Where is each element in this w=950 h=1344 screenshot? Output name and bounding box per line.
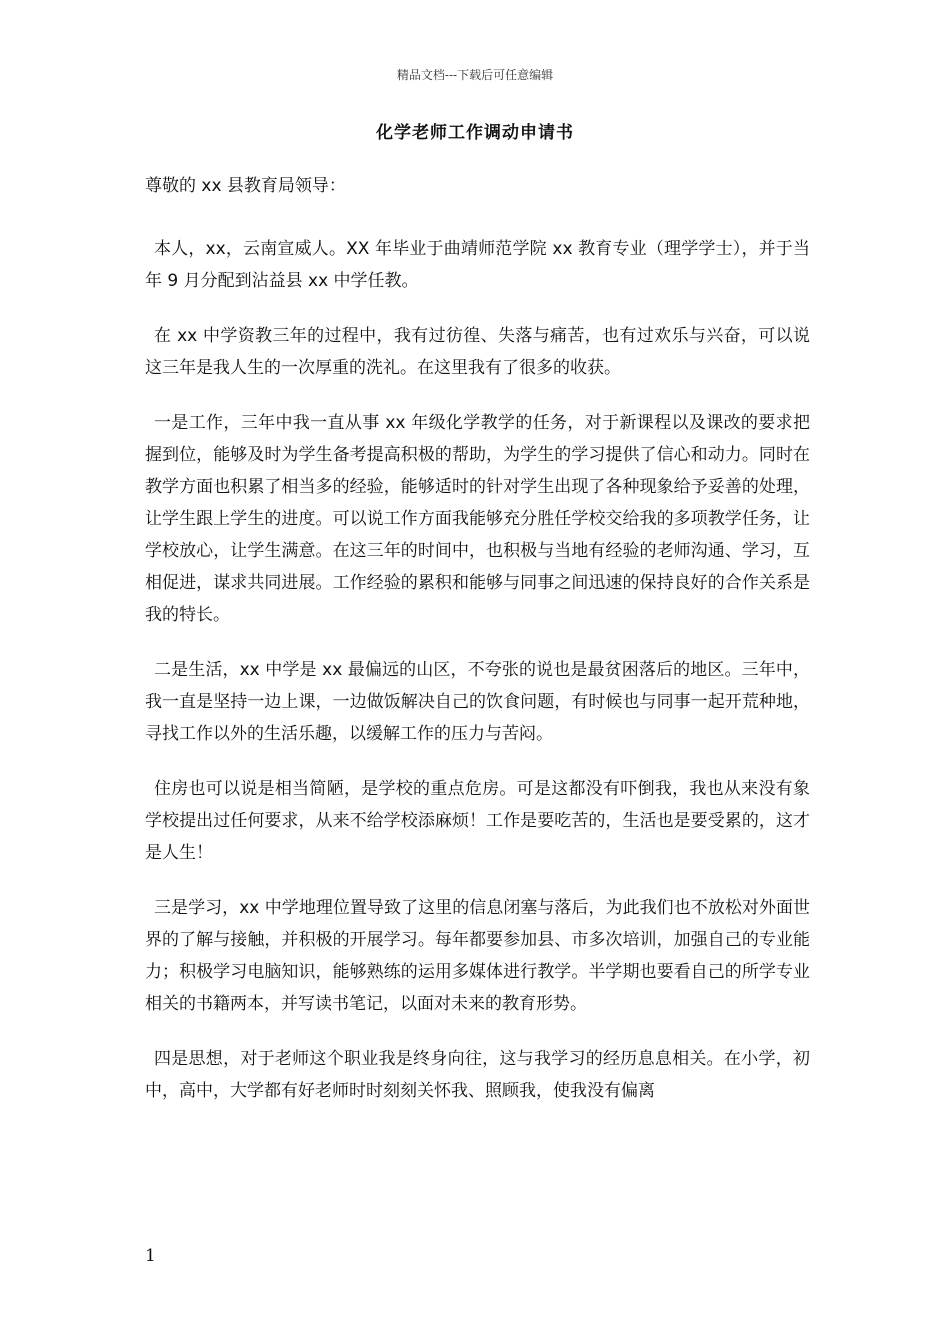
page-number: 1 [145, 1246, 156, 1266]
paragraph-life: 二是生活，xx 中学是 xx 最偏远的山区，不夸张的说也是最贫困落后的地区。三年中，我一直是坚持一边上课，一边做饭解决自己的饮食问题，有时候也与同事一起开荒种地，寻找工作以外的生活乐趣，以缓解工作的压力与苦闷。 [145, 660, 810, 744]
paragraph-housing: 住房也可以说是相当简陋，是学校的重点危房。可是这都没有吓倒我，我也从来没有象学校提出过任何要求，从来不给学校添麻烦！工作是要吃苦的，生活也是要受累的，这才是人生！ [145, 779, 810, 863]
header-note: 精品文档---下载后可任意编辑 [396, 68, 554, 82]
document-body [145, 170, 810, 1130]
salutation: 尊敬的 xx 县教育局领导： [145, 176, 346, 196]
paragraph-work: 一是工作，三年中我一直从事 xx 年级化学教学的任务，对于新课程以及课改的要求把握到位，能够及时为学生备考提高积极的帮助，为学生的学习提供了信心和动力。同时在教学方面也积累了相当多的经验，能够适时的针对学生出现了各种现象给予妥善的处理，让学生跟上学生的进度。可以说工作方面我能够充分胜任学校交给我的多项教学任务，让学校放心，让学生满意。在这三年的时间中，也积极与当地有经验的老师沟通、学习，互相促进，谋求共同进展。工作经验的累积和能够与同事之间迅速的保持良好的合作关系是我的特长。 [145, 413, 810, 625]
document-title: 化学老师工作调动申请书 [376, 123, 574, 143]
paragraph-intro: 本人，xx，云南宣威人。XX 年毕业于曲靖师范学院 xx 教育专业（理学学士），并于当年 9 月分配到沾益县 xx 中学任教。 [145, 239, 810, 291]
paragraph-three-years: 在 xx 中学资教三年的过程中，我有过彷徨、失落与痛苦，也有过欢乐与兴奋，可以说这三年是我人生的一次厚重的洗礼。在这里我有了很多的收获。 [145, 326, 810, 378]
paragraph-study: 三是学习，xx 中学地理位置导致了这里的信息闭塞与落后，为此我们也不放松对外面世界的了解与接触，并积极的开展学习。每年都要参加县、市多次培训，加强自己的专业能力；积极学习电脑知识，能够熟练的运用多媒体进行教学。半学期也要看自己的所学专业相关的书籍两本，并写读书笔记，以面对未来的教育形势。 [145, 898, 810, 1014]
paragraph-thoughts: 四是思想，对于老师这个职业我是终身向往，这与我学习的经历息息相关。在小学，初中，高中，大学都有好老师时时刻刻关怀我、照顾我，使我没有偏离 [145, 1049, 810, 1101]
